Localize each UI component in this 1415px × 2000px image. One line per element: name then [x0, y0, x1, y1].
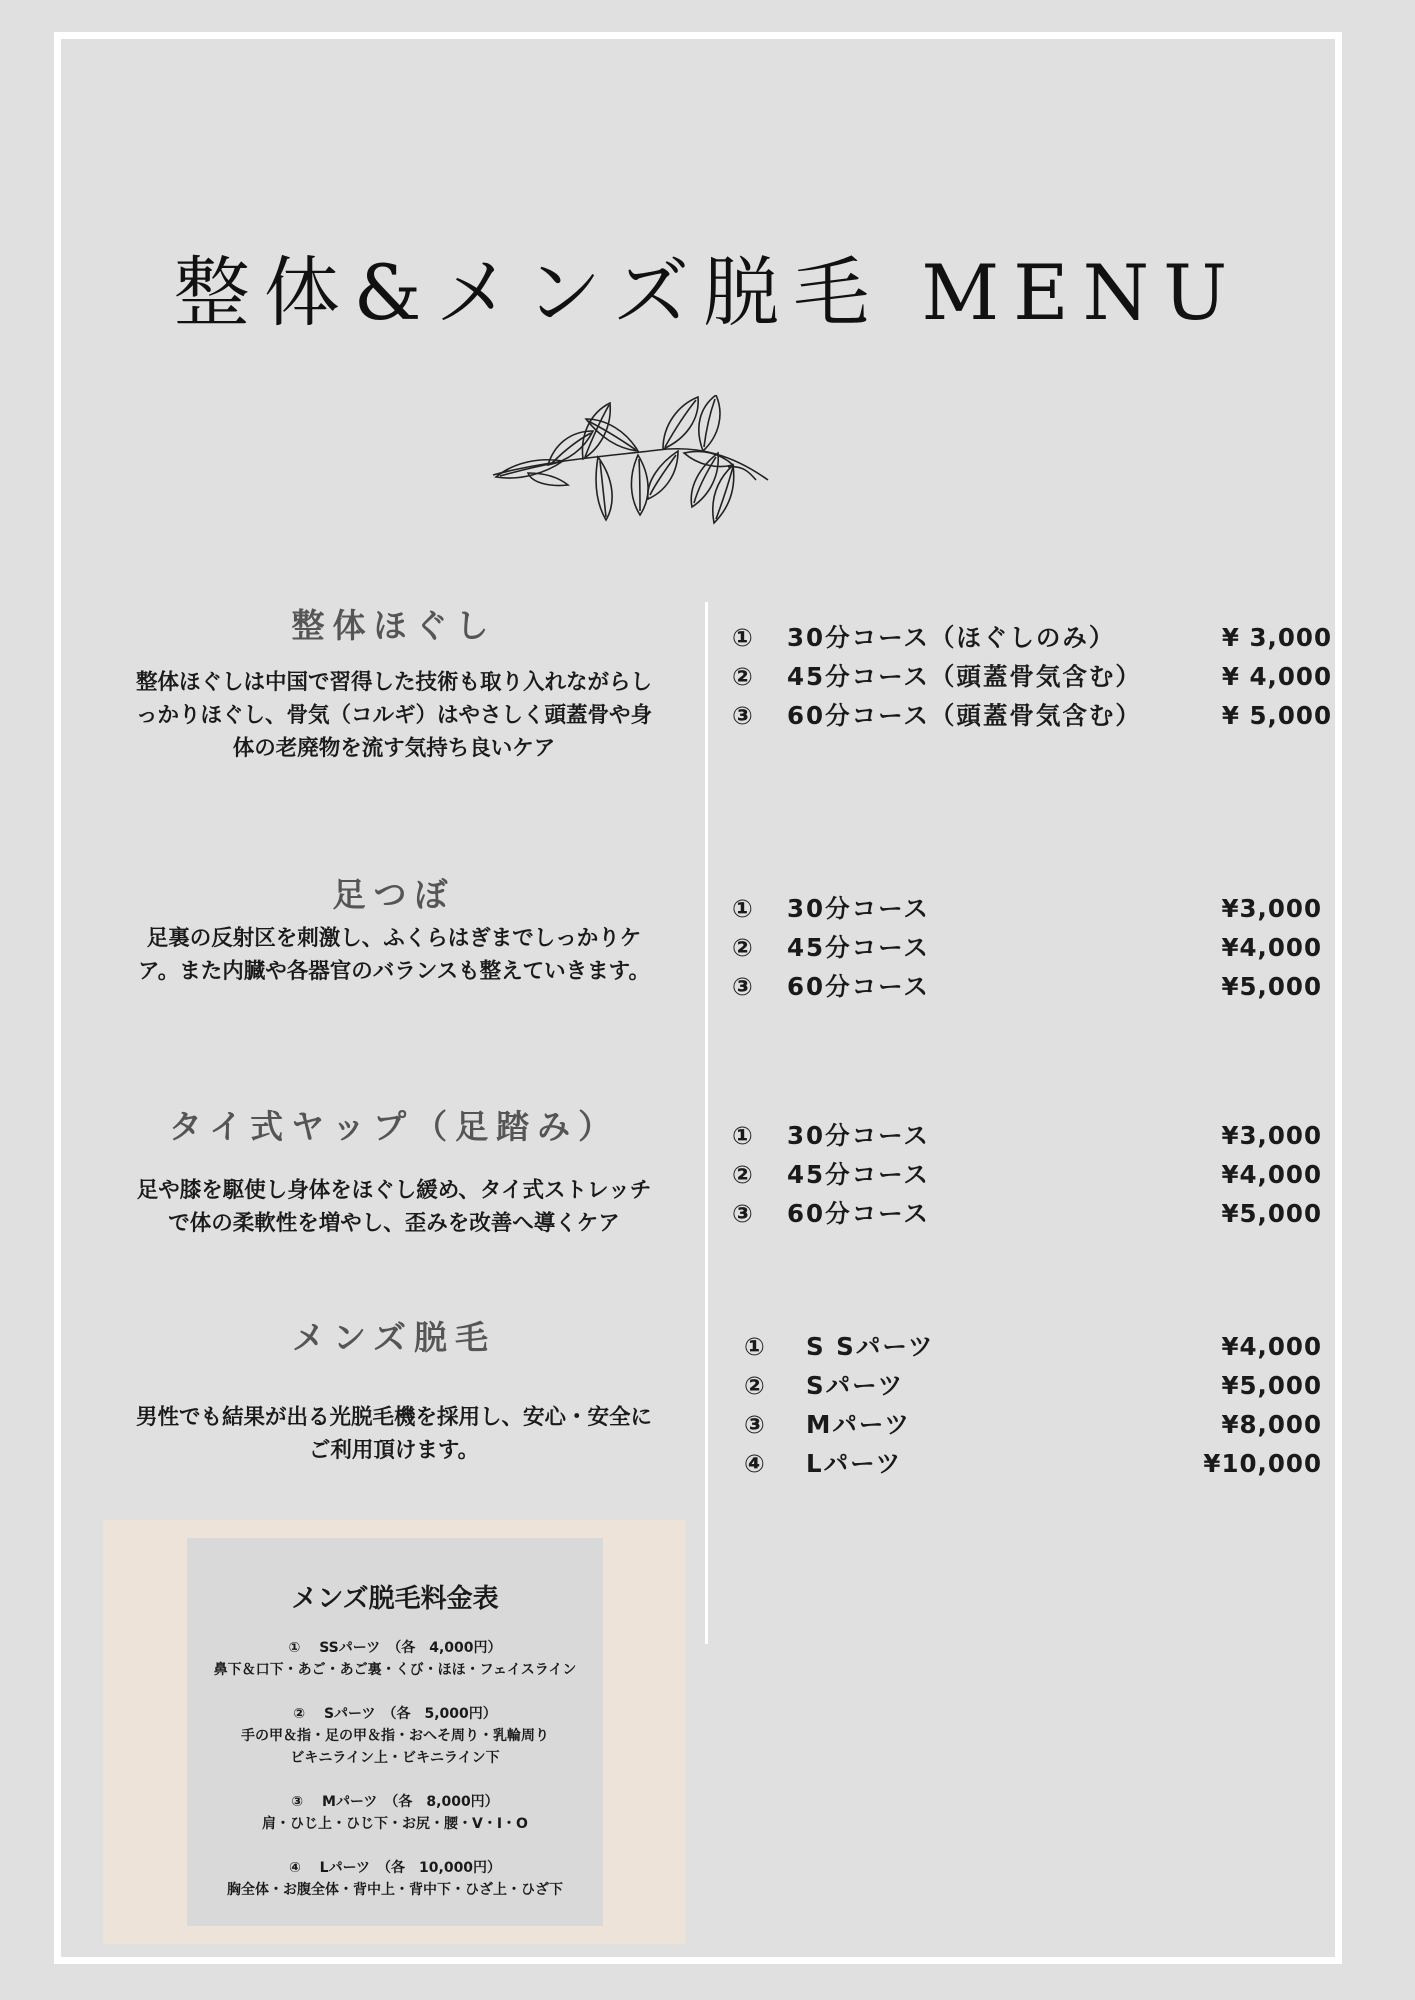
menu-item: ② 45分コース（頭蓋骨気含む） ¥ 4,000 [732, 662, 1332, 691]
price-table-entry: ② Sパーツ （各 5,000円） 手の甲＆指・足の甲＆指・おへそ周り・乳輪周り ビキニライン上・ビキニライン下 [241, 1706, 549, 1766]
menu-item: ① 30分コース ¥3,000 [732, 894, 1322, 923]
price-table-entry: ④ Lパーツ （各 10,000円） 胸全体・お腹全体・背中上・背中下・ひざ上・ひざ下 [227, 1860, 563, 1898]
menu-item: ① 30分コース ¥3,000 [732, 1121, 1322, 1150]
section-title-seitai: 整体ほぐし [291, 606, 497, 645]
menu-item: ④ Lパーツ ¥10,000 [744, 1449, 1322, 1478]
menu-item: ③ 60分コース ¥5,000 [732, 1199, 1322, 1228]
menu-list-seitai [732, 618, 1332, 735]
price-table-card [187, 1538, 603, 1926]
menu-item: ② 45分コース ¥4,000 [732, 1160, 1322, 1189]
price-table-entry: ① SSパーツ （各 4,000円） 鼻下＆口下・あご・あご裏・くび・ほほ・フェイスライン [213, 1640, 577, 1678]
menu-item: ② Sパーツ ¥5,000 [744, 1371, 1322, 1400]
price-table-panel [103, 1520, 685, 1944]
section-description-mens-datsumo: 男性でも結果が出る光脱毛機を採用し、安心・安全に ご利用頂けます。 [135, 1405, 652, 1463]
section-description-seitai: 整体ほぐしは中国で習得した技術も取り入れながらし っかりほぐし、骨気（コルギ）はやさしく頭蓋骨や身 体の老廃物を流す気持ち良いケア [135, 670, 652, 761]
section-description-ashitsubo: 足裏の反射区を刺激し、ふくらはぎまでしっかりケ ア。また内臓や各器官のバランスも整えていきます。 [138, 926, 650, 984]
column-divider [705, 602, 708, 1644]
section-title-mens-datsumo: メンズ脱毛 [291, 1318, 496, 1357]
page-title: 整体&メンズ脱毛 MENU [173, 248, 1242, 337]
price-table-entry: ③ Mパーツ （各 8,000円） 肩・ひじ上・ひじ下・お尻・腰・V・I・O [262, 1794, 528, 1832]
menu-item: ③ 60分コース（頭蓋骨気含む） ¥ 5,000 [732, 701, 1332, 730]
menu-list-mens-datsumo [744, 1327, 1322, 1483]
menu-item: ② 45分コース ¥4,000 [732, 933, 1322, 962]
price-table-title: メンズ脱毛料金表 [291, 1584, 499, 1614]
menu-list-thai-yap [732, 1116, 1322, 1233]
menu-list-ashitsubo [732, 889, 1322, 1006]
menu-item: ③ 60分コース ¥5,000 [732, 972, 1322, 1001]
section-description-thai-yap: 足や膝を駆使し身体をほぐし緩め、タイ式ストレッチ で体の柔軟性を増やし、歪みを改善へ導くケア [136, 1178, 652, 1236]
menu-item: ① 30分コース（ほぐしのみ） ¥ 3,000 [732, 623, 1332, 652]
menu-item: ③ Mパーツ ¥8,000 [744, 1410, 1322, 1439]
menu-item: ① S Sパーツ ¥4,000 [744, 1332, 1322, 1361]
section-title-thai-yap: タイ式ヤップ（足踏み） [168, 1107, 620, 1146]
section-title-ashitsubo: 足つぼ [332, 875, 456, 914]
leaf-sprig-icon [488, 395, 848, 555]
